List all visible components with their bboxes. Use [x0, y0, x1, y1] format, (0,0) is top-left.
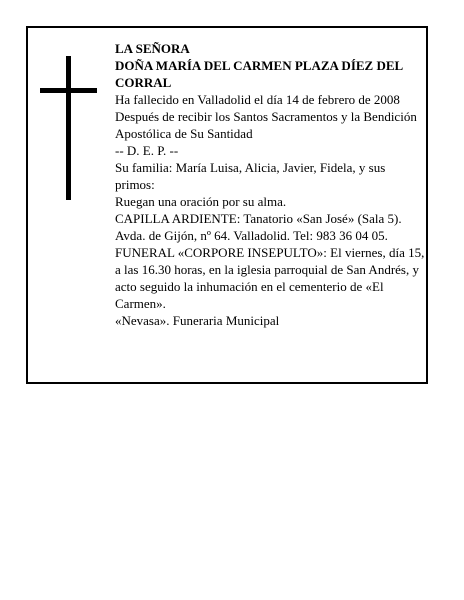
family-line: Su familia: María Luisa, Alicia, Javier, Fidela, y sus primos:	[115, 160, 386, 192]
cross-icon	[66, 56, 71, 200]
deceased-name: DOÑA MARÍA DEL CARMEN PLAZA DÍEZ DEL CORRAL	[115, 58, 403, 90]
death-date-line: Ha fallecido en Valladolid el día 14 de febrero de 2008	[115, 92, 400, 107]
cross-icon-bar	[40, 88, 97, 93]
prayer-line: Ruegan una oración por su alma.	[115, 194, 287, 209]
notice-text	[115, 40, 427, 329]
notice-heading: LA SEÑORA	[115, 41, 190, 56]
chapel-line: CAPILLA ARDIENTE: Tanatorio «San José» (Sala 5). Avda. de Gijón, nº 64. Valladolid. Tel: 983 36 04 05.	[115, 211, 402, 243]
sacraments-line: Después de recibir los Santos Sacramentos y la Bendición Apostólica de Su Santidad	[115, 109, 417, 141]
funeral-line: FUNERAL «CORPORE INSEPULTO»: El viernes, día 15, a las 16.30 horas, en la iglesia parroquial de San Andrés, y acto seguido la inhumación en el cementerio de «El Carmen».	[115, 245, 425, 311]
funeral-home-line: «Nevasa». Funeraria Municipal	[115, 313, 280, 328]
rip-line: -- D. E. P. --	[115, 143, 179, 158]
obituary-notice	[26, 26, 428, 384]
